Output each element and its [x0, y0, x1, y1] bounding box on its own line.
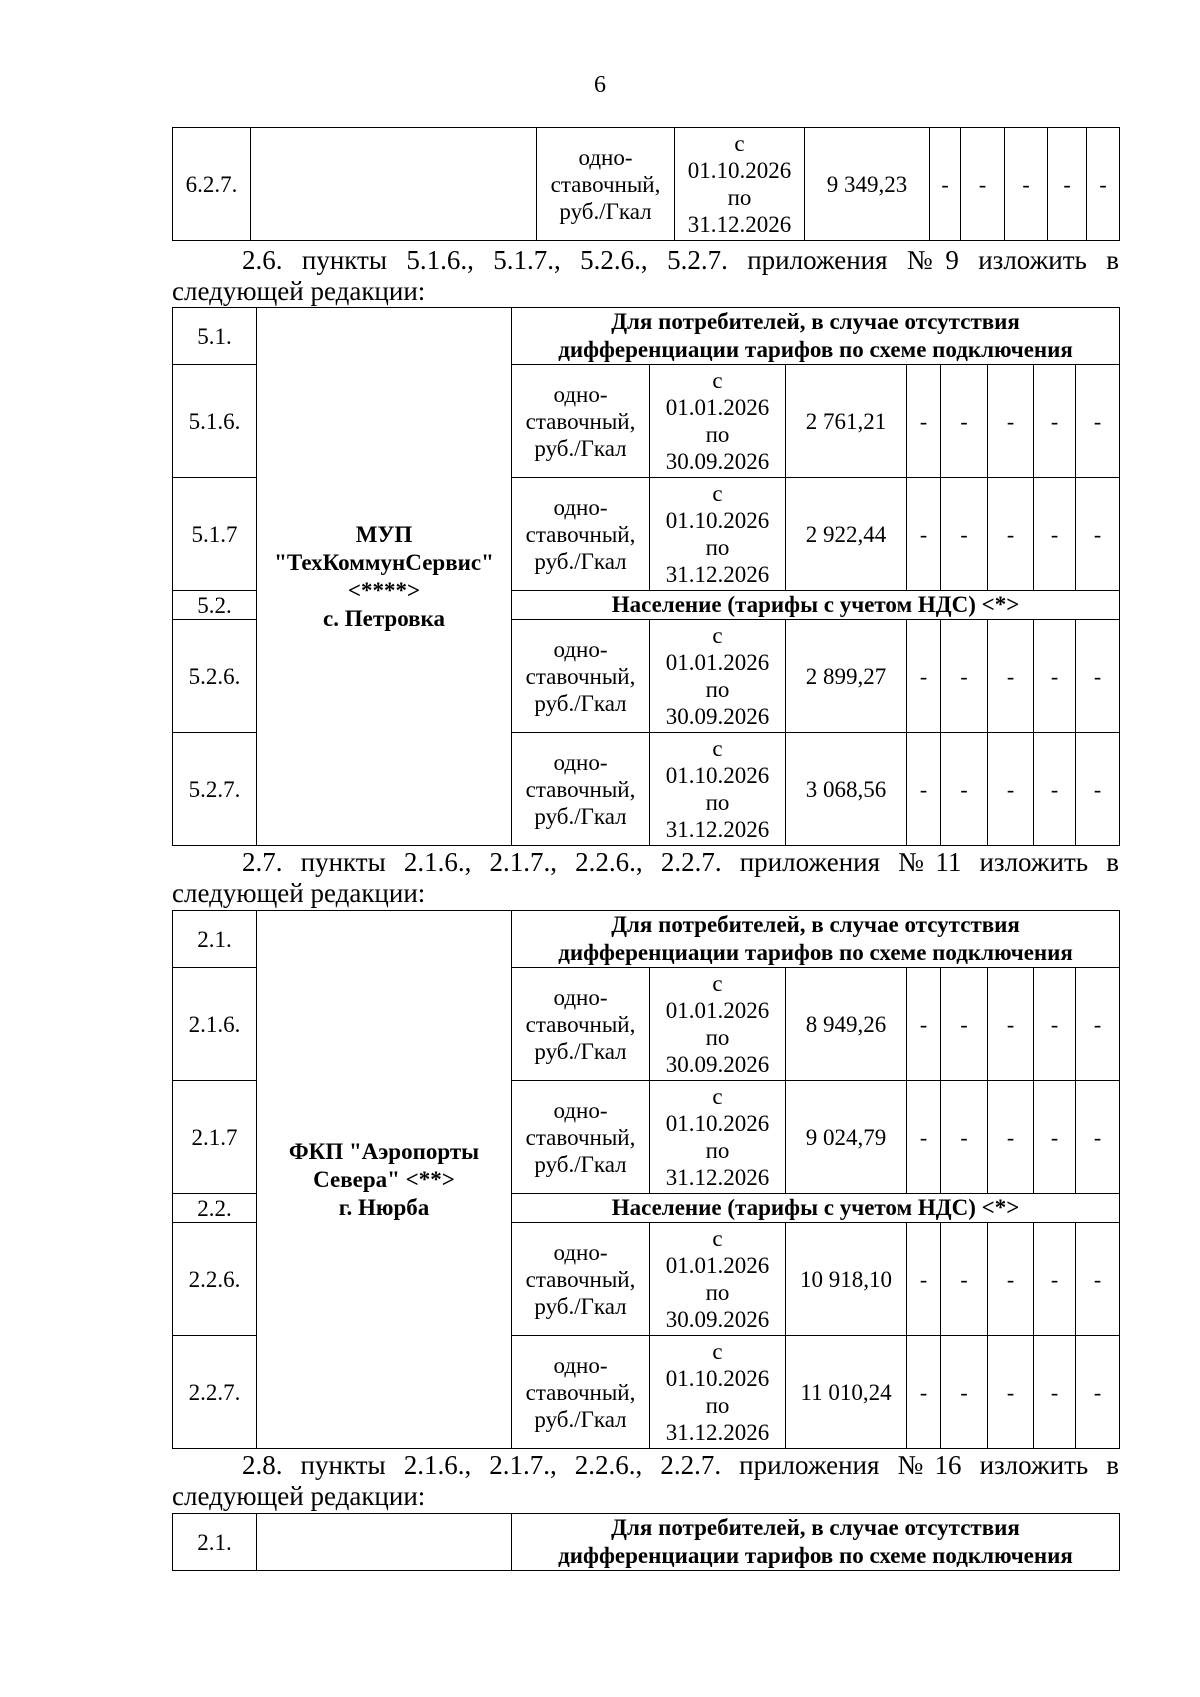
tariff-value: 9 349,23 [805, 128, 930, 241]
dash-cell: - [988, 620, 1034, 733]
row-number: 2.2. [173, 1194, 257, 1223]
row-number: 5.2. [173, 591, 257, 620]
row-number: 2.1. [173, 911, 257, 968]
dash-cell: - [1005, 128, 1048, 241]
dash-cell: - [941, 1336, 988, 1449]
dash-cell: - [988, 1223, 1034, 1336]
dash-cell: - [941, 968, 988, 1081]
rate-type-cell: одно- ставочный, руб./Гкал [512, 1223, 650, 1336]
rate-type-cell: одно- ставочный, руб./Гкал [512, 968, 650, 1081]
dash-cell: - [1087, 128, 1120, 241]
dash-cell: - [961, 128, 1005, 241]
organization-cell: МУП "ТехКоммунСервис" <****> с. Петровка [257, 308, 512, 846]
period-cell: с 01.10.2026 по 31.12.2026 [650, 1336, 786, 1449]
dash-cell: - [1034, 733, 1076, 846]
row-number: 5.2.7. [173, 733, 257, 846]
dash-cell: - [1076, 365, 1120, 478]
dash-cell: - [1034, 1081, 1076, 1194]
tariff-value: 11 010,24 [786, 1336, 907, 1449]
paragraph-line: следующей редакции: [172, 276, 426, 306]
paragraph-line: 2.6. пункты 5.1.6., 5.1.7., 5.2.6., 5.2.7. приложения №9 изложить в [242, 245, 1119, 275]
row-number: 2.1.6. [173, 968, 257, 1081]
rate-type-cell: одно- ставочный, руб./Гкал [512, 1336, 650, 1449]
section-header: Население (тарифы с учетом НДС) <*> [512, 1194, 1120, 1223]
row-number: 2.1. [173, 1514, 257, 1571]
section-header: Для потребителей, в случае отсутствия дифференциации тарифов по схеме подключения [512, 1514, 1120, 1571]
period-cell: с 01.01.2026 по 30.09.2026 [650, 968, 786, 1081]
rate-type-cell: одно- ставочный, руб./Гкал [512, 733, 650, 846]
dash-cell: - [1076, 620, 1120, 733]
row-number: 5.1.7 [173, 478, 257, 591]
dash-cell: - [941, 620, 988, 733]
tariff-value: 9 024,79 [786, 1081, 907, 1194]
paragraph-line: 2.7. пункты 2.1.6., 2.1.7., 2.2.6., 2.2.7. приложения №11 изложить в [242, 847, 1119, 877]
paragraph-2-7 [172, 847, 1119, 909]
table-row [173, 308, 1120, 365]
dash-cell: - [907, 1336, 941, 1449]
dash-cell: - [907, 733, 941, 846]
table-row [173, 128, 1120, 241]
row-number: 2.2.7. [173, 1336, 257, 1449]
dash-cell: - [1034, 968, 1076, 1081]
dash-cell: - [988, 733, 1034, 846]
dash-cell: - [1076, 1336, 1120, 1449]
period-cell: с 01.01.2026 по 30.09.2026 [650, 1223, 786, 1336]
period-cell: с 01.10.2026 по 31.12.2026 [650, 478, 786, 591]
period-cell: с 01.10.2026 по 31.12.2026 [675, 128, 805, 241]
rate-type-cell: одно- ставочный, руб./Гкал [512, 478, 650, 591]
period-cell: с 01.10.2026 по 31.12.2026 [650, 1081, 786, 1194]
rate-type-cell: одно- ставочный, руб./Гкал [512, 1081, 650, 1194]
tariff-table-appendix-11 [172, 910, 1120, 1449]
dash-cell: - [988, 1081, 1034, 1194]
dash-cell: - [1034, 478, 1076, 591]
page-number: 6 [594, 72, 606, 98]
tariff-value: 2 922,44 [786, 478, 907, 591]
organization-cell: ФКП "Аэропорты Севера" <**> г. Нюрба [257, 911, 512, 1449]
dash-cell: - [907, 1081, 941, 1194]
dash-cell: - [1076, 478, 1120, 591]
dash-cell: - [1034, 1223, 1076, 1336]
dash-cell: - [941, 478, 988, 591]
section-header: Население (тарифы с учетом НДС) <*> [512, 591, 1120, 620]
paragraph-line: следующей редакции: [172, 1481, 426, 1511]
paragraph-2-6 [172, 245, 1119, 307]
dash-cell: - [907, 1223, 941, 1336]
paragraph-2-8 [172, 1450, 1119, 1512]
dash-cell: - [988, 478, 1034, 591]
rate-type-cell: одно- ставочный, руб./Гкал [512, 365, 650, 478]
rate-type-cell: одно- ставочный, руб./Гкал [537, 128, 675, 241]
row-number: 6.2.7. [173, 128, 251, 241]
organization-cell [257, 1514, 512, 1571]
period-cell: с 01.01.2026 по 30.09.2026 [650, 365, 786, 478]
tariff-table-appendix-9 [172, 307, 1120, 846]
dash-cell: - [1034, 365, 1076, 478]
dash-cell: - [907, 478, 941, 591]
dash-cell: - [1034, 1336, 1076, 1449]
dash-cell: - [941, 1223, 988, 1336]
row-number: 5.2.6. [173, 620, 257, 733]
row-number: 2.2.6. [173, 1223, 257, 1336]
dash-cell: - [941, 733, 988, 846]
dash-cell: - [930, 128, 961, 241]
tariff-value: 8 949,26 [786, 968, 907, 1081]
tariff-value: 3 068,56 [786, 733, 907, 846]
dash-cell: - [1076, 968, 1120, 1081]
dash-cell: - [907, 620, 941, 733]
row-number: 5.1. [173, 308, 257, 365]
dash-cell: - [941, 365, 988, 478]
paragraph-line: 2.8. пункты 2.1.6., 2.1.7., 2.2.6., 2.2.7. приложения №16 изложить в [242, 1450, 1119, 1480]
section-header: Для потребителей, в случае отсутствия дифференциации тарифов по схеме подключения [512, 308, 1120, 365]
dash-cell: - [1076, 1223, 1120, 1336]
dash-cell: - [988, 1336, 1034, 1449]
row-number: 2.1.7 [173, 1081, 257, 1194]
dash-cell: - [907, 968, 941, 1081]
dash-cell: - [1076, 1081, 1120, 1194]
period-cell: с 01.01.2026 по 30.09.2026 [650, 620, 786, 733]
dash-cell: - [988, 968, 1034, 1081]
tariff-value: 10 918,10 [786, 1223, 907, 1336]
paragraph-line: следующей редакции: [172, 878, 426, 908]
tariff-table-continuation [172, 127, 1120, 241]
dash-cell: - [1048, 128, 1087, 241]
dash-cell: - [1076, 733, 1120, 846]
tariff-table-appendix-16 [172, 1513, 1120, 1571]
org-cell-empty [251, 128, 537, 241]
rate-type-cell: одно- ставочный, руб./Гкал [512, 620, 650, 733]
tariff-value: 2 761,21 [786, 365, 907, 478]
dash-cell: - [988, 365, 1034, 478]
table-row [173, 1514, 1120, 1571]
row-number: 5.1.6. [173, 365, 257, 478]
table-row [173, 911, 1120, 968]
dash-cell: - [1034, 620, 1076, 733]
period-cell: с 01.10.2026 по 31.12.2026 [650, 733, 786, 846]
dash-cell: - [907, 365, 941, 478]
section-header: Для потребителей, в случае отсутствия дифференциации тарифов по схеме подключения [512, 911, 1120, 968]
dash-cell: - [941, 1081, 988, 1194]
tariff-value: 2 899,27 [786, 620, 907, 733]
